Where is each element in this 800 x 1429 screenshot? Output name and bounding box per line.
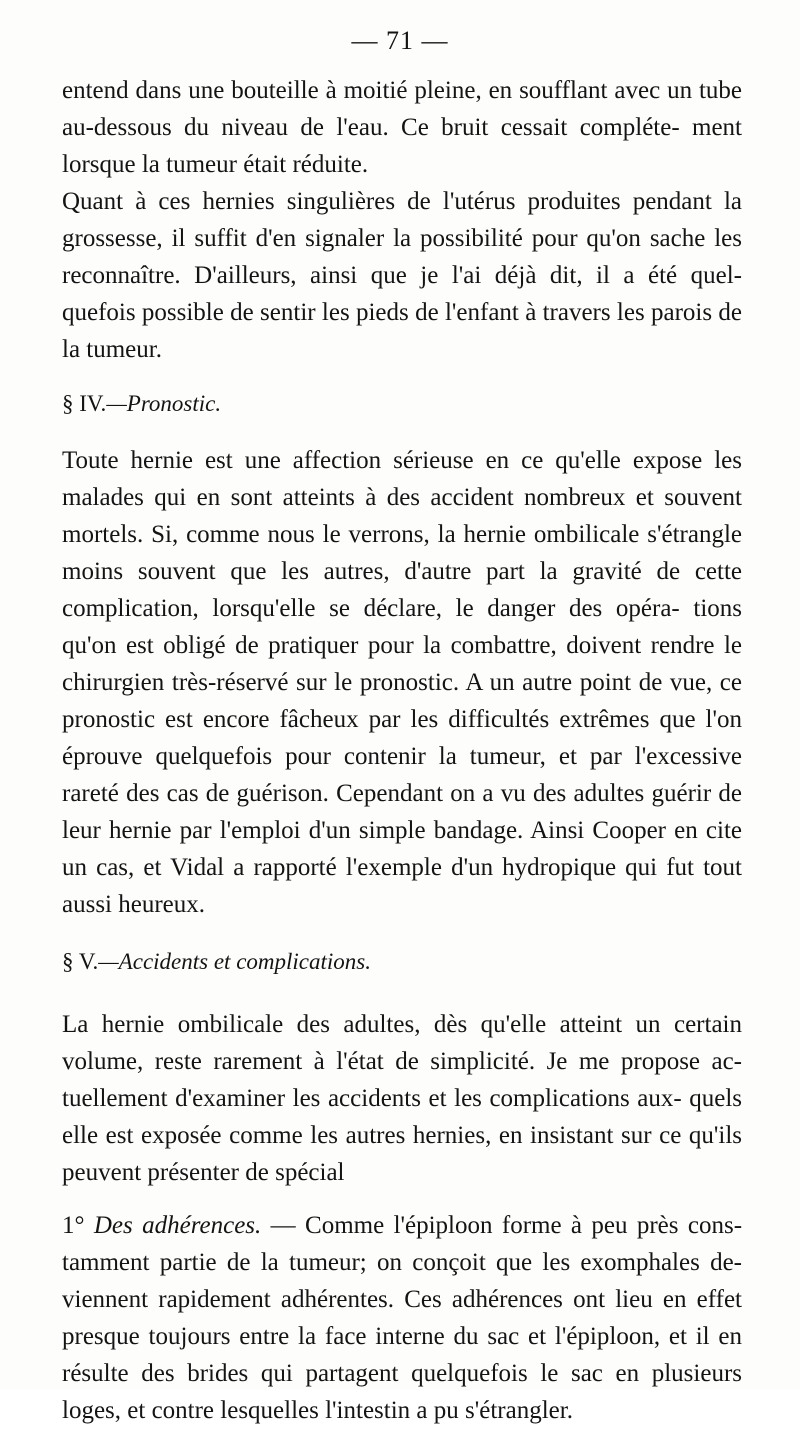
section-number: § IV. <box>62 391 107 416</box>
section-number: § V. <box>62 949 99 974</box>
paragraph-pronostic: Toute hernie est une affection sérieuse en ce qu'elle expose les malades qui en sont atteints à des accident nombreux et souvent mortels. Si, comme nous le verrons, la hernie ombilicale s'étrangle moins souvent que les autres, d'autre part la gravité de cette complication, lorsqu'elle se déclare, le danger des opéra- tions qu'on est obligé de pratiquer pour la combattre, doivent rendre le chirurgien très-réservé sur le pronostic. A un autre point de vue, ce pronostic est encore fâcheux par les difficultés extrêmes que l'on éprouve quelquefois pour contenir la tumeur, et par l'excessive rareté des cas de guérison. Cependant on a vu des adultes guérir de leur hernie par l'emploi d'un simple bandage. Ainsi Cooper en cite un cas, et Vidal a rapporté l'exemple d'un hydropique qui fut tout aussi heureux. <box>62 447 742 918</box>
page-number: — 71 — <box>351 26 449 55</box>
paragraph-accidents-intro: La hernie ombilicale des adultes, dès qu'elle atteint un certain volume, reste rarement à l'état de simplicité. Je me propose ac- tuellement d'examiner les accidents et les complications aux- quels elle est exposée comme les autres hernies, en insistant sur ce qu'ils peuvent présenter de spécial <box>62 1011 742 1186</box>
item-title: Des adhérences. <box>93 1212 262 1239</box>
paragraph-adherences <box>62 1207 742 1429</box>
section-title: —Pronostic. <box>106 391 222 416</box>
page-body <box>62 72 742 1429</box>
paragraph-uterus-hernias: Quant à ces hernies singulières de l'utérus produites pendant la grossesse, il suffit d'en signaler la possibilité pour qu'on sache les reconnaître. D'ailleurs, ainsi que je l'ai déjà dit, il a été quel- quefois possible de sentir les pieds de l'enfant à travers les parois de la tumeur. <box>62 188 742 363</box>
section-title: —Accidents et complications. <box>98 949 371 974</box>
item-text: — Comme l'épiploon forme à peu près cons- tamment partie de la tumeur; on conçoit que les exomphales de- viennent rapidement adhérentes. Ces adhérences ont lieu en effet presque toujours entre la face interne du sac et l'épiploon, et il en résulte des brides qui partagent quelquefois le sac en plusieurs loges, et contre lesquelles l'intestin a pu s'étrangler. <box>62 1212 743 1424</box>
item-number: 1° <box>62 1212 85 1239</box>
section-heading-pronostic <box>62 385 742 422</box>
section-heading-accidents <box>62 943 742 980</box>
paragraph-continuation: entend dans une bouteille à moitié pleine, en soufflant avec un tube au-dessous du niveau de l'eau. Ce bruit cessait compléte- ment lorsque la tumeur était réduite. <box>62 77 742 178</box>
